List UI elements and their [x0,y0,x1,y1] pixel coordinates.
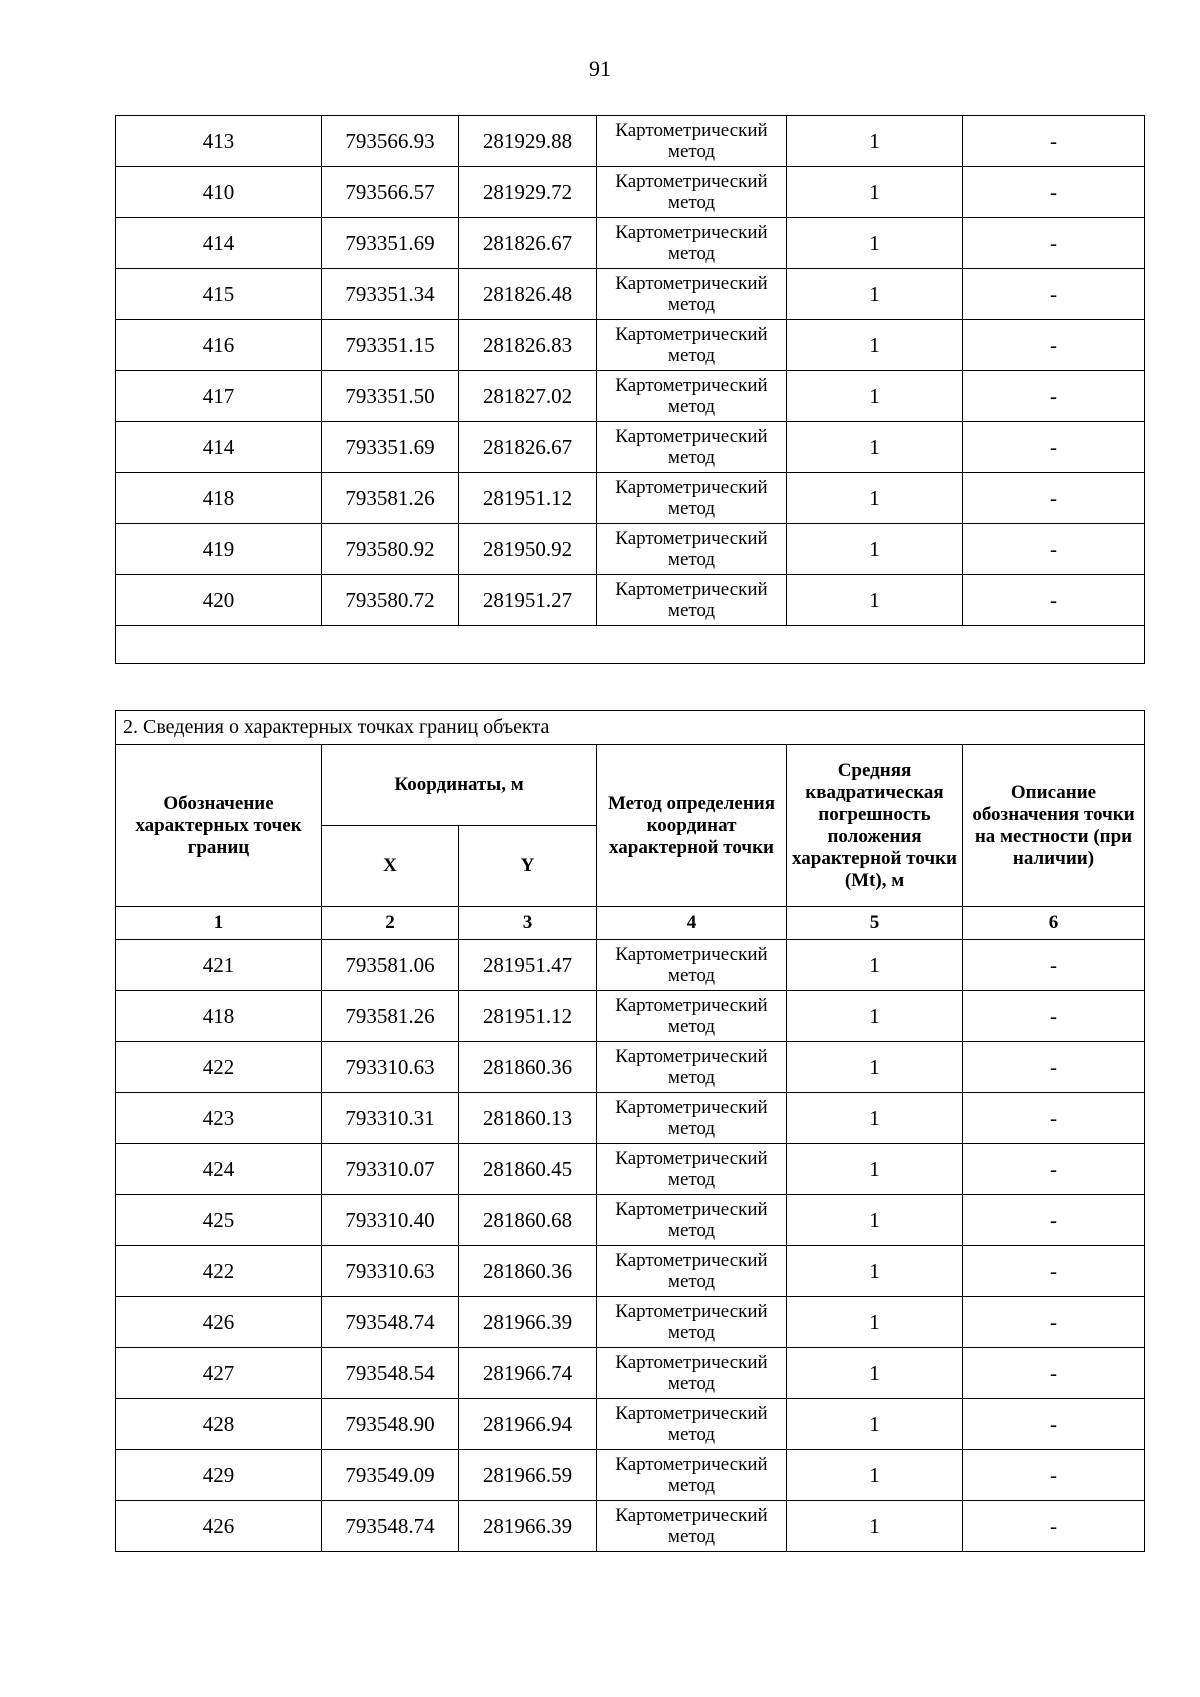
method-cell: Картометрический метод [597,1042,787,1093]
table-row [116,218,1145,269]
table-row [116,473,1145,524]
error-cell: 1 [787,1399,963,1450]
method-cell: Картометрический метод [597,1093,787,1144]
y-coordinate-cell: 281826.67 [459,422,597,473]
y-coordinate-cell: 281827.02 [459,371,597,422]
description-cell: - [963,991,1145,1042]
header-method: Метод определения координат характерной точки [597,745,787,907]
table-row [116,1399,1145,1450]
point-id-cell: 413 [116,116,322,167]
error-cell: 1 [787,473,963,524]
table-row [116,269,1145,320]
x-coordinate-cell: 793351.34 [322,269,459,320]
method-cell: Картометрический метод [597,524,787,575]
x-coordinate-cell: 793548.90 [322,1399,459,1450]
description-cell: - [963,422,1145,473]
x-coordinate-cell: 793351.69 [322,422,459,473]
method-cell: Картометрический метод [597,1297,787,1348]
description-cell: - [963,1042,1145,1093]
point-id-cell: 421 [116,940,322,991]
table-row [116,1093,1145,1144]
x-coordinate-cell: 793580.92 [322,524,459,575]
point-id-cell: 418 [116,473,322,524]
y-coordinate-cell: 281860.13 [459,1093,597,1144]
method-cell: Картометрический метод [597,1144,787,1195]
method-cell: Картометрический метод [597,167,787,218]
error-cell: 1 [787,1501,963,1552]
column-number-cell: 5 [787,907,963,940]
y-coordinate-cell: 281951.27 [459,575,597,626]
point-id-cell: 415 [116,269,322,320]
x-coordinate-cell: 793310.40 [322,1195,459,1246]
column-number-cell: 3 [459,907,597,940]
table-row [116,1042,1145,1093]
x-coordinate-cell: 793548.74 [322,1297,459,1348]
method-cell: Картометрический метод [597,422,787,473]
description-cell: - [963,1144,1145,1195]
empty-row [116,626,1145,664]
error-cell: 1 [787,1195,963,1246]
header-coordinates: Координаты, м [322,745,597,826]
method-cell: Картометрический метод [597,320,787,371]
x-coordinate-cell: 793310.31 [322,1093,459,1144]
table-row [116,1297,1145,1348]
error-cell: 1 [787,1093,963,1144]
description-cell: - [963,1093,1145,1144]
method-cell: Картометрический метод [597,473,787,524]
description-cell: - [963,116,1145,167]
table-row [116,991,1145,1042]
error-cell: 1 [787,1450,963,1501]
point-id-cell: 414 [116,422,322,473]
method-cell: Картометрический метод [597,116,787,167]
y-coordinate-cell: 281826.67 [459,218,597,269]
x-coordinate-cell: 793566.57 [322,167,459,218]
table-row [116,1450,1145,1501]
x-coordinate-cell: 793548.54 [322,1348,459,1399]
x-coordinate-cell: 793580.72 [322,575,459,626]
x-coordinate-cell: 793549.09 [322,1450,459,1501]
error-cell: 1 [787,991,963,1042]
table-row [116,167,1145,218]
column-number-cell: 1 [116,907,322,940]
x-coordinate-cell: 793581.06 [322,940,459,991]
description-cell: - [963,524,1145,575]
y-coordinate-cell: 281951.12 [459,991,597,1042]
empty-cell [116,626,1145,664]
x-coordinate-cell: 793310.07 [322,1144,459,1195]
error-cell: 1 [787,1297,963,1348]
table-row [116,422,1145,473]
y-coordinate-cell: 281860.36 [459,1042,597,1093]
point-id-cell: 410 [116,167,322,218]
point-id-cell: 417 [116,371,322,422]
point-id-cell: 426 [116,1297,322,1348]
method-cell: Картометрический метод [597,1450,787,1501]
table-row [116,320,1145,371]
description-cell: - [963,940,1145,991]
description-cell: - [963,1195,1145,1246]
y-coordinate-cell: 281929.88 [459,116,597,167]
y-coordinate-cell: 281860.36 [459,1246,597,1297]
table-row [116,940,1145,991]
point-id-cell: 423 [116,1093,322,1144]
point-id-cell: 416 [116,320,322,371]
error-cell: 1 [787,371,963,422]
column-number-cell: 4 [597,907,787,940]
y-coordinate-cell: 281951.12 [459,473,597,524]
method-cell: Картометрический метод [597,1246,787,1297]
point-id-cell: 418 [116,991,322,1042]
error-cell: 1 [787,1144,963,1195]
method-cell: Картометрический метод [597,371,787,422]
description-cell: - [963,575,1145,626]
table-row [116,1348,1145,1399]
y-coordinate-cell: 281966.39 [459,1501,597,1552]
y-coordinate-cell: 281929.72 [459,167,597,218]
x-coordinate-cell: 793566.93 [322,116,459,167]
point-id-cell: 428 [116,1399,322,1450]
y-coordinate-cell: 281951.47 [459,940,597,991]
point-id-cell: 422 [116,1042,322,1093]
y-coordinate-cell: 281950.92 [459,524,597,575]
column-number-cell: 6 [963,907,1145,940]
point-id-cell: 419 [116,524,322,575]
y-coordinate-cell: 281966.39 [459,1297,597,1348]
boundary-points-table [115,710,1145,1552]
y-coordinate-cell: 281860.68 [459,1195,597,1246]
x-coordinate-cell: 793351.50 [322,371,459,422]
header-x: X [322,826,459,907]
description-cell: - [963,1246,1145,1297]
description-cell: - [963,320,1145,371]
x-coordinate-cell: 793310.63 [322,1042,459,1093]
y-coordinate-cell: 281966.94 [459,1399,597,1450]
point-id-cell: 429 [116,1450,322,1501]
page-number: 91 [589,56,611,81]
header-error: Средняя квадратическая погрешность положения характерной точки (Mt), м [787,745,963,907]
method-cell: Картометрический метод [597,575,787,626]
y-coordinate-cell: 281860.45 [459,1144,597,1195]
table-row [116,371,1145,422]
x-coordinate-cell: 793581.26 [322,473,459,524]
error-cell: 1 [787,422,963,473]
table-row [116,524,1145,575]
description-cell: - [963,1501,1145,1552]
description-cell: - [963,1399,1145,1450]
method-cell: Картометрический метод [597,940,787,991]
description-cell: - [963,269,1145,320]
error-cell: 1 [787,218,963,269]
y-coordinate-cell: 281966.74 [459,1348,597,1399]
table-row [116,575,1145,626]
method-cell: Картометрический метод [597,218,787,269]
x-coordinate-cell: 793581.26 [322,991,459,1042]
error-cell: 1 [787,116,963,167]
header-y: Y [459,826,597,907]
description-cell: - [963,218,1145,269]
x-coordinate-cell: 793351.69 [322,218,459,269]
error-cell: 1 [787,269,963,320]
error-cell: 1 [787,320,963,371]
point-id-cell: 425 [116,1195,322,1246]
method-cell: Картометрический метод [597,991,787,1042]
x-coordinate-cell: 793351.15 [322,320,459,371]
point-id-cell: 427 [116,1348,322,1399]
point-id-cell: 420 [116,575,322,626]
x-coordinate-cell: 793548.74 [322,1501,459,1552]
description-cell: - [963,1348,1145,1399]
table-row [116,1246,1145,1297]
table-row [116,1195,1145,1246]
point-id-cell: 414 [116,218,322,269]
table-row [116,1144,1145,1195]
table-row [116,1501,1145,1552]
error-cell: 1 [787,1042,963,1093]
method-cell: Картометрический метод [597,1348,787,1399]
y-coordinate-cell: 281826.83 [459,320,597,371]
point-id-cell: 426 [116,1501,322,1552]
error-cell: 1 [787,1348,963,1399]
method-cell: Картометрический метод [597,1501,787,1552]
y-coordinate-cell: 281966.59 [459,1450,597,1501]
boundary-points-table-continued [115,115,1145,664]
method-cell: Картометрический метод [597,1195,787,1246]
method-cell: Картометрический метод [597,269,787,320]
header-designation: Обозначение характерных точек границ [116,745,322,907]
description-cell: - [963,473,1145,524]
point-id-cell: 422 [116,1246,322,1297]
error-cell: 1 [787,575,963,626]
y-coordinate-cell: 281826.48 [459,269,597,320]
error-cell: 1 [787,1246,963,1297]
error-cell: 1 [787,167,963,218]
description-cell: - [963,1297,1145,1348]
method-cell: Картометрический метод [597,1399,787,1450]
header-description: Описание обозначения точки на местности (при наличии) [963,745,1145,907]
description-cell: - [963,371,1145,422]
table-caption: 2. Сведения о характерных точках границ объекта [116,711,1145,745]
point-id-cell: 424 [116,1144,322,1195]
column-number-cell: 2 [322,907,459,940]
description-cell: - [963,167,1145,218]
error-cell: 1 [787,940,963,991]
table-row [116,116,1145,167]
error-cell: 1 [787,524,963,575]
x-coordinate-cell: 793310.63 [322,1246,459,1297]
description-cell: - [963,1450,1145,1501]
